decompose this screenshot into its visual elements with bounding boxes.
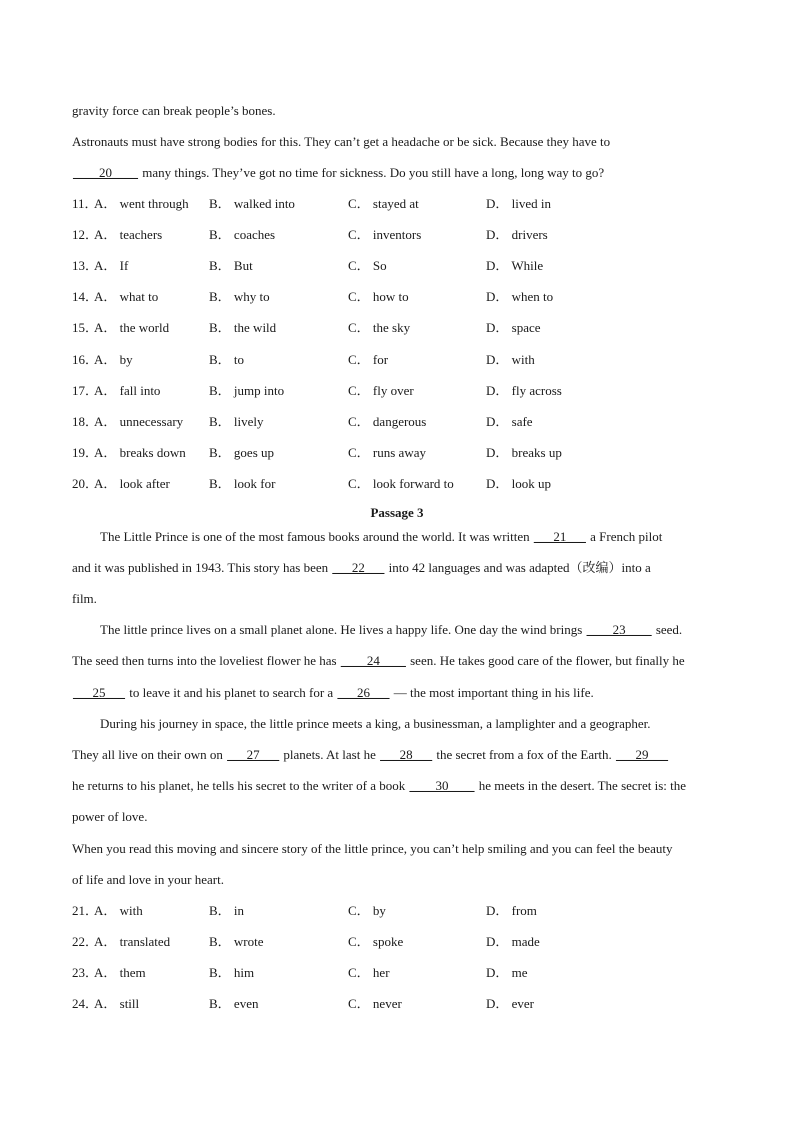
question-number: 20． (72, 475, 99, 491)
option-a: A． fall into (94, 382, 161, 398)
passage-line (100, 529, 662, 545)
passage-text: he returns to his planet, he tells his secret to the writer of a book (72, 778, 409, 793)
option-b: B． lively (209, 413, 264, 429)
option-a: A． teachers (94, 227, 163, 243)
blank-29: ___29___ (616, 747, 669, 762)
passage-line (72, 841, 672, 857)
blank-23: ____23____ (586, 622, 652, 637)
option-d: D． when to (486, 289, 554, 305)
question-number: 11． (72, 196, 98, 211)
passage-text: the secret from a fox of the Earth. (433, 747, 616, 762)
question-number: 16． (72, 351, 99, 367)
passage-text: During his journey in space, the little prince meets a king, a businessman, a lamplighter and a geographer. (100, 716, 651, 731)
option-a: A． went through (94, 196, 189, 211)
passage-line (72, 103, 276, 119)
question-number: 22． (72, 934, 99, 950)
option-a: A． by (94, 351, 133, 367)
passage-text: seed. (652, 622, 683, 637)
passage-text: The little prince lives on a small planet alone. He lives a happy life. One day the wind brings (100, 622, 586, 637)
passage-text: and it was published in 1943. This story has been (72, 560, 332, 575)
blank-20: ____20____ (73, 165, 138, 180)
option-b: B． goes up (209, 444, 275, 460)
option-d: D． ever (486, 996, 535, 1012)
option-d: D． drivers (486, 227, 548, 243)
option-a: A． If (94, 258, 129, 274)
option-b: B． to (209, 351, 245, 367)
passage-line (72, 591, 97, 607)
blank-30: ____30____ (409, 778, 475, 793)
option-c: C． runs away (348, 444, 426, 460)
blank-21: ___21___ (533, 529, 586, 544)
question-number: 21． (72, 903, 99, 918)
option-c: C． stayed at (348, 196, 419, 211)
option-d: D． lived in (486, 196, 551, 211)
option-c: C． fly over (348, 382, 414, 398)
question-number: 18． (72, 413, 99, 429)
blank-25: ___25___ (73, 685, 125, 700)
option-c: C． look forward to (348, 475, 454, 491)
option-d: D． made (486, 934, 540, 950)
passage-line (72, 809, 147, 825)
passage-text: into 42 languages and was adapted（改编）into a (385, 560, 651, 575)
option-d: D． breaks up (486, 444, 562, 460)
blank-22: ___22___ (332, 560, 385, 575)
passage-line (72, 560, 651, 576)
passage-text: The seed then turns into the loveliest flower he has (72, 653, 340, 668)
option-a: A． them (94, 965, 146, 981)
passage-title: Passage 3 (370, 505, 424, 520)
passage-text: When you read this moving and sincere story of the little prince, you can’t help smiling and you can feel the beauty (72, 841, 673, 856)
passage-line (72, 747, 669, 763)
option-a: A． breaks down (94, 444, 186, 460)
option-c: C． inventors (348, 227, 422, 243)
option-b: B． walked into (209, 196, 295, 211)
question-number: 14． (72, 289, 99, 305)
passage-text: They all live on their own on (72, 747, 227, 762)
option-d: D． fly across (486, 382, 562, 398)
passage-text: planets. At last he (280, 747, 380, 762)
passage-text: he meets in the desert. The secret is: the (475, 778, 687, 793)
passage-text: Astronauts must have strong bodies for this. They can’t get a headache or be sick. Because they have to (72, 134, 611, 149)
option-a: A． still (94, 996, 140, 1012)
passage-text: many things. They’ve got no time for sickness. Do you still have a long, long way to go? (139, 165, 605, 180)
question-number: 12． (72, 227, 99, 243)
option-b: B． coaches (209, 227, 276, 243)
option-a: A． look after (94, 475, 170, 491)
option-c: C． the sky (348, 320, 411, 336)
option-c: C． how to (348, 289, 409, 305)
passage-text: power of love. (72, 809, 148, 824)
question-number: 24． (72, 996, 99, 1012)
option-a: A． translated (94, 934, 171, 950)
option-a: A． unnecessary (94, 413, 184, 429)
option-b: B． jump into (209, 382, 285, 398)
option-b: B． wrote (209, 934, 264, 950)
question-number: 13． (72, 258, 99, 274)
question-number: 15． (72, 320, 99, 336)
question-number: 17． (72, 382, 99, 398)
passage-line (100, 716, 651, 732)
option-d: D． look up (486, 475, 552, 491)
option-b: B． in (209, 903, 245, 918)
option-c: C． spoke (348, 934, 404, 950)
option-a: A． what to (94, 289, 159, 305)
option-b: B． the wild (209, 320, 277, 336)
passage-line (72, 653, 685, 669)
option-c: C． for (348, 351, 389, 367)
option-c: C． never (348, 996, 402, 1012)
passage-line (72, 685, 594, 701)
option-d: D． from (486, 903, 537, 918)
passage-text: seen. He takes good care of the flower, but finally he (406, 653, 685, 668)
passage-line (72, 165, 604, 181)
option-a: A． with (94, 903, 143, 918)
option-b: B． But (209, 258, 253, 274)
option-a: A． the world (94, 320, 170, 336)
option-d: D． safe (486, 413, 533, 429)
blank-27: ___27___ (227, 747, 280, 762)
passage-text: to leave it and his planet to search for a (126, 685, 337, 700)
passage-text: of life and love in your heart. (72, 872, 224, 887)
option-d: D． space (486, 320, 541, 336)
passage-text: a French pilot (586, 529, 663, 544)
option-b: B． him (209, 965, 255, 981)
passage-line (72, 134, 610, 150)
passage-line (72, 778, 686, 794)
option-b: B． why to (209, 289, 270, 305)
option-c: C． her (348, 965, 390, 981)
passage-text: film. (72, 591, 97, 606)
option-d: D． While (486, 258, 544, 274)
option-b: B． even (209, 996, 259, 1012)
question-number: 23． (72, 965, 99, 981)
option-b: B． look for (209, 475, 276, 491)
blank-24: ____24____ (340, 653, 406, 668)
passage-text: The Little Prince is one of the most famous books around the world. It was written (100, 529, 533, 544)
question-number: 19． (72, 444, 99, 460)
option-d: D． me (486, 965, 528, 981)
option-c: C． by (348, 903, 386, 918)
passage-line (72, 872, 224, 888)
blank-28: ___28___ (380, 747, 433, 762)
option-c: C． dangerous (348, 413, 427, 429)
blank-26: ___26___ (337, 685, 390, 700)
passage-text: gravity force can break people’s bones. (72, 103, 276, 118)
option-d: D． with (486, 351, 535, 367)
passage-text: — the most important thing in his life. (390, 685, 594, 700)
passage-line (100, 622, 682, 638)
option-c: C． So (348, 258, 387, 274)
